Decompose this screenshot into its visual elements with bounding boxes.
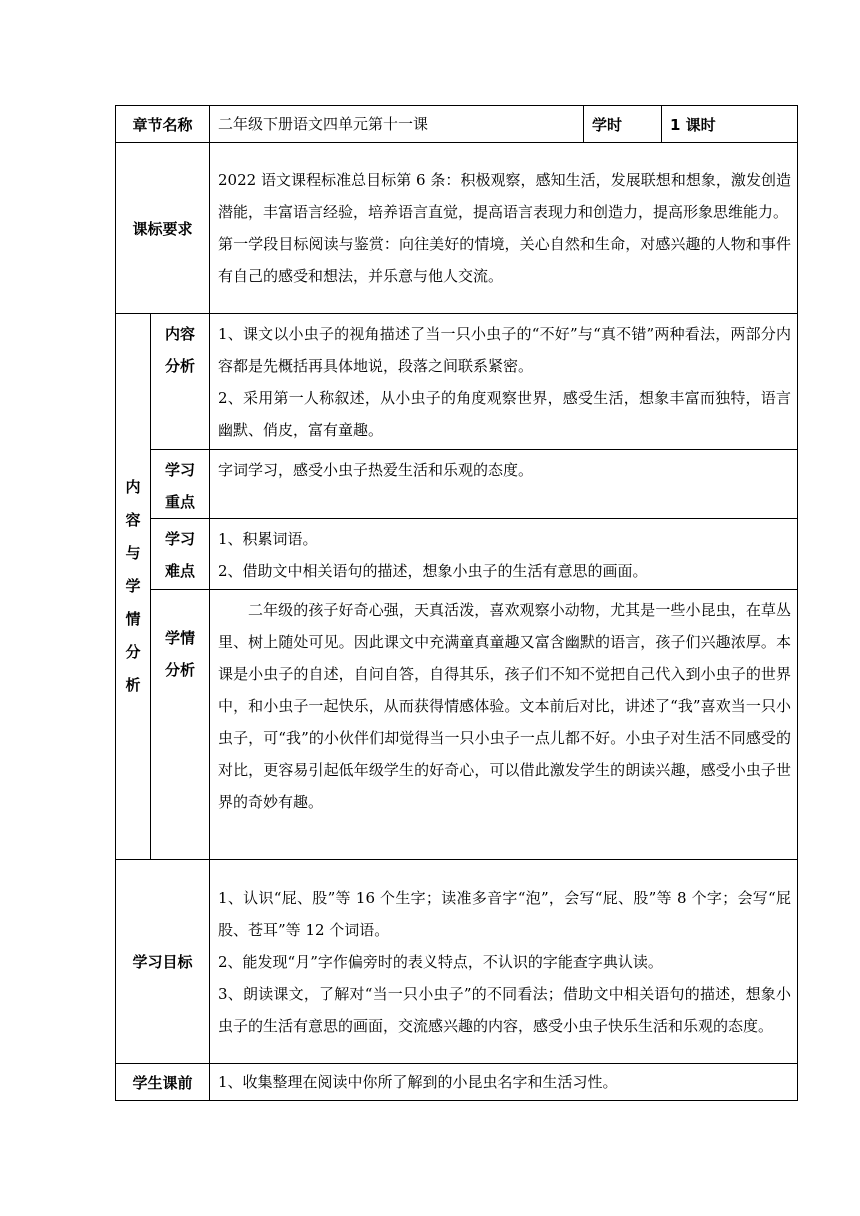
- chapter-row: [116, 106, 798, 143]
- goals-row: [116, 860, 798, 1064]
- difficulty-row: [116, 519, 798, 590]
- content-analysis-label: [151, 314, 210, 450]
- analysis-label-char: 析: [125, 676, 141, 694]
- content-analysis-label-line: 分析: [165, 357, 196, 375]
- preclass-content: [210, 1064, 798, 1101]
- learners-row: [116, 590, 798, 860]
- standard-label: 课标要求: [116, 143, 210, 314]
- focus-row: [116, 450, 798, 519]
- standard-row: [116, 143, 798, 314]
- standard-content: [210, 143, 798, 314]
- chapter-label: 章节名称: [116, 106, 210, 143]
- learners-text: [210, 590, 798, 860]
- analysis-label-char: 学: [125, 577, 141, 595]
- content-analysis-row: [116, 314, 798, 450]
- difficulty-label-line: 难点: [165, 562, 196, 580]
- content-analysis-paragraph-1: 1、课文以小虫子的视角描述了当一只小虫子的“不好”与“真不错”两种看法，两部分内容都是先概括再具体地说，段落之间联系紧密。: [218, 325, 792, 375]
- goals-paragraph-2: 2、能发现“月”字作偏旁时的表义特点，不认识的字能查字典认读。: [218, 952, 663, 971]
- learners-label: [151, 590, 210, 860]
- analysis-label-char: 容: [125, 511, 141, 529]
- preclass-paragraph: 1、收集整理在阅读中你所了解到的小昆虫名字和生活习性。: [218, 1073, 618, 1091]
- goals-paragraph-3: 3、朗读课文，了解对“当一只小虫子”的不同看法；借助文中相关语句的描述，想象小虫子的生活有意思的画面，交流感兴趣的内容，感受小虫子快乐生活和乐观的态度。: [218, 984, 792, 1035]
- standard-paragraph-1: 2022 语文课程标准总目标第 6 条：积极观察，感知生活，发展联想和想象，激发创造潜能，丰富语言经验，培养语言直觉，提高语言表现力和创造力，提高形象思维能力。: [218, 171, 792, 221]
- focus-paragraph: 字词学习，感受小虫子热爱生活和乐观的态度。: [218, 461, 534, 479]
- preclass-label: 学生课前: [116, 1064, 210, 1101]
- focus-label: [151, 450, 210, 519]
- analysis-label-char: 内: [125, 478, 141, 496]
- goals-label: 学习目标: [116, 860, 210, 1064]
- content-analysis-text: [210, 314, 798, 450]
- focus-label-line: 重点: [165, 493, 196, 511]
- content-analysis-label-line: 内容: [165, 325, 196, 343]
- lesson-plan-table: [115, 105, 798, 1101]
- difficulty-label-line: 学习: [165, 530, 196, 548]
- analysis-label-char: 与: [125, 544, 141, 562]
- learners-label-line: 学情: [165, 629, 196, 647]
- learners-paragraph: 二年级的孩子好奇心强，天真活泼，喜欢观察小动物，尤其是一些小昆虫，在草丛里、树上随处可见。因此课文中充满童真童趣又富含幽默的语言，孩子们兴趣浓厚。本课是小虫子的自述，自问自答，自得其乐，孩子们不知不觉把自己代入到小虫子的世界中，和小虫子一起快乐，从而获得情感体验。文本前后对比，讲述了“我”喜欢当一只小虫子，可“我”的小伙伴们却觉得当一只小虫子一点儿都不好。小虫子对生活不同感受的对比，更容易引起低年级学生的好奇心，可以借此激发学生的朗读兴趣，感受小虫子世界的奇妙有趣。: [218, 601, 792, 811]
- difficulty-paragraph-2: 2、借助文中相关语句的描述，想象小虫子的生活有意思的画面。: [218, 562, 648, 580]
- difficulty-label: [151, 519, 210, 590]
- preclass-row: [116, 1064, 798, 1101]
- learners-label-line: 分析: [165, 661, 196, 679]
- content-analysis-paragraph-2: 2、采用第一人称叙述，从小虫子的角度观察世界，感受生活，想象丰富而独特，语言幽默、俏皮，富有童趣。: [218, 389, 792, 439]
- difficulty-text: [210, 519, 798, 590]
- standard-paragraph-2: 第一学段目标阅读与鉴赏：向往美好的情境，关心自然和生命，对感兴趣的人物和事件有自己的感受和想法，并乐意与他人交流。: [218, 235, 792, 285]
- goals-paragraph-1: 1、认识“屁、股”等 16 个生字；读准多音字“泡”，会写“屁、股”等 8 个字；会写“屁股、苍耳”等 12 个词语。: [218, 888, 792, 939]
- focus-label-line: 学习: [165, 461, 196, 479]
- analysis-section-label: [116, 314, 151, 860]
- focus-text: [210, 450, 798, 519]
- difficulty-paragraph-1: 1、积累词语。: [218, 530, 318, 548]
- chapter-value: 二年级下册语文四单元第十一课: [210, 106, 584, 143]
- hours-label: 学时: [584, 106, 662, 143]
- analysis-label-char: 分: [125, 643, 141, 661]
- goals-content: [210, 860, 798, 1064]
- analysis-label-char: 情: [125, 610, 141, 628]
- hours-value: 1 课时: [662, 106, 798, 143]
